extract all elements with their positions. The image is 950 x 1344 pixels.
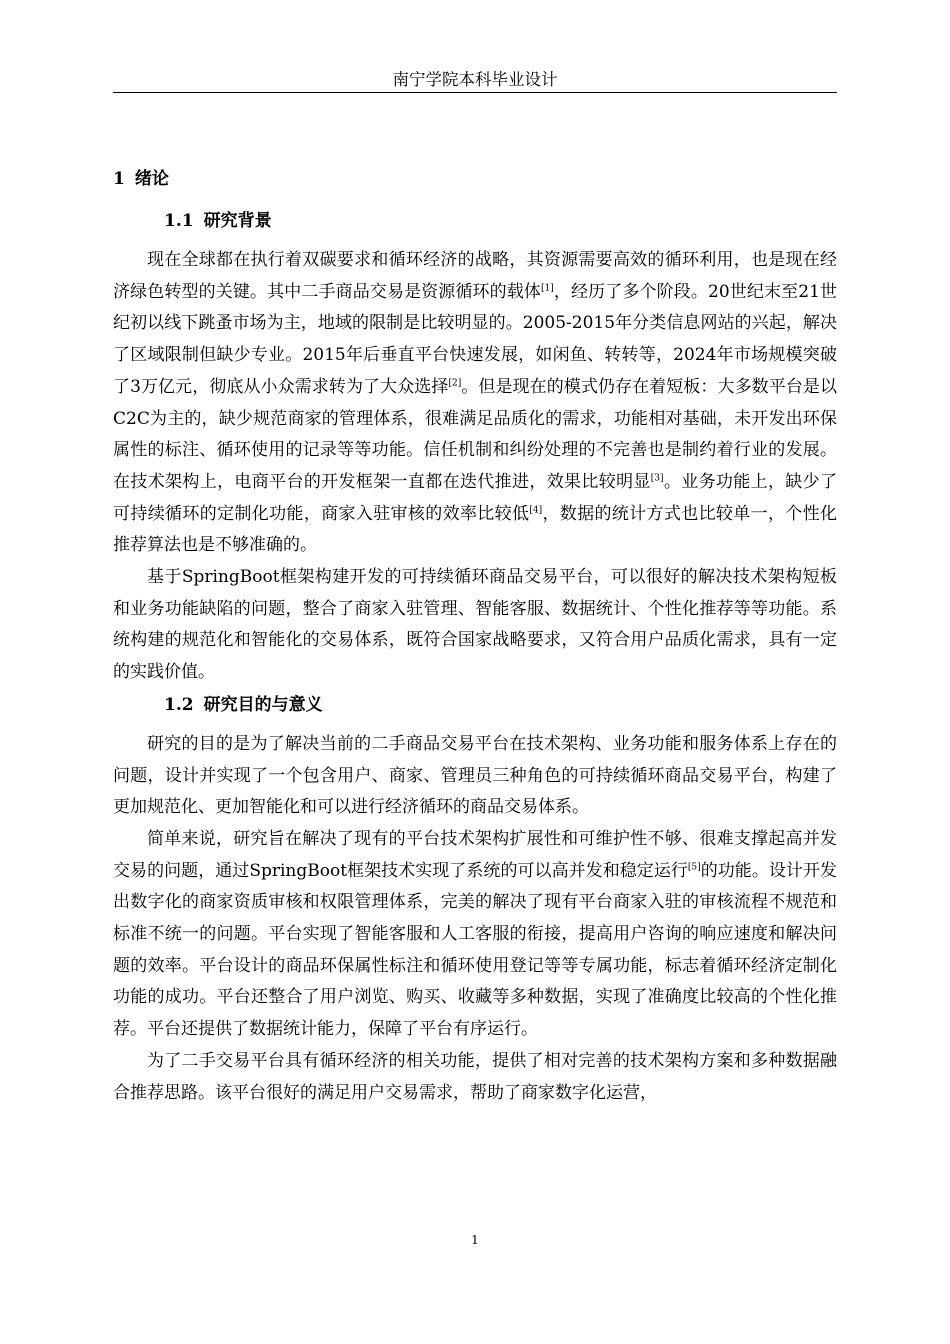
paragraph-text: 。但是现在的模式仍存在着短板：大多数平台是以C2C为主的，缺少规范商家的管理体系，很难满足品质化的需求，功能相对基础，未开发出环保属性的标注、循环使用的记录等等功能。信任机制和纠纷处理的不完善也是制约着行业的发展。在技术架构上，电商平台的开发框架一直都在迭代推进，效果比较明显 xyxy=(113,376,837,492)
citation-marker: [5] xyxy=(687,862,701,872)
section-heading xyxy=(113,207,837,245)
page-header: 南宁学院本科毕业设计 xyxy=(392,70,558,89)
chapter-number: 1 xyxy=(113,169,125,189)
paragraph-text: 。业务功能上，缺少了可持续循环的定制化功能，商家入驻审核的效率比较低 xyxy=(113,471,838,524)
body-paragraph xyxy=(113,824,837,1046)
section-heading xyxy=(113,691,837,729)
paragraph-text: 的功能。设计开发出数字化的商家资质审核和权限管理体系，完美的解决了现有平台商家入驻的审核流程不规范和标准不统一的问题。平台实现了智能客服和人工客服的衔接，提高用户咨询的响应速度和解决问题的效率。平台设计的商品环保属性标注和循环使用登记等等专属功能，标志着循环经济定制化功能的成功。平台还整合了用户浏览、购买、收藏等多种数据，实现了准确度比较高的个性化推荐。平台还提供了数据统计能力，保障了平台有序运行。 xyxy=(113,860,838,1040)
header-rule xyxy=(113,92,837,93)
document-body xyxy=(113,165,837,1109)
chapter-heading xyxy=(113,165,837,197)
paragraph-text: 基于SpringBoot框架构建开发的可持续循环商品交易平台，可以很好的解决技术架构短板和业务功能缺陷的问题，整合了商家入驻管理、智能客服、数据统计、个性化推荐等等功能。系统构建的规范化和智能化的交易体系，既符合国家战略要求，又符合用户品质化需求，具有一定的实践价值。 xyxy=(113,567,837,683)
body-paragraph xyxy=(113,245,837,562)
citation-marker: [4] xyxy=(529,504,543,515)
paragraph-text: ，数据的统计方式也比较单一，个性化推荐算法也是不够准确的。 xyxy=(113,503,838,556)
section-title: 研究目的与意义 xyxy=(203,694,323,715)
body-paragraph xyxy=(113,562,837,689)
paragraph-text: 简单来说，研究旨在解决了现有的平台技术架构扩展性和可维护性不够、很难支撑起高并发交易的问题，通过SpringBoot框架技术实现了系统的可以高并发和稳定运行 xyxy=(113,828,837,881)
section-title: 研究背景 xyxy=(203,211,272,231)
paragraph-text: ，经历了多个阶段。20世纪末至21世纪初以线下跳蚤市场为主，地域的限制是比较明显的。2005-2015年分类信息网站的兴起，解决了区域限制但缺少专业。2015年后垂直平台快速发展，如闲鱼、转转等，2024年市场规模突破了3万亿元，彻底从小众需求转为了大众选择 xyxy=(113,281,838,397)
section-number: 1.1 xyxy=(164,211,194,231)
body-paragraph xyxy=(113,1046,837,1109)
citation-marker: [2] xyxy=(448,378,462,389)
page-number: 1 xyxy=(471,1233,479,1247)
chapter-title: 绪论 xyxy=(134,169,169,189)
section-number: 1.2 xyxy=(164,694,194,715)
body-paragraph xyxy=(113,729,837,824)
citation-marker: [1] xyxy=(541,283,554,294)
citation-marker: [3] xyxy=(650,473,664,484)
paragraph-text: 为了二手交易平台具有循环经济的相关功能，提供了相对完善的技术架构方案和多种数据融合推荐思路。该平台很好的满足用户交易需求，帮助了商家数字化运营， xyxy=(113,1050,837,1103)
paragraph-text: 现在全球都在执行着双碳要求和循环经济的战略，其资源需要高效的循环利用，也是现在经济绿色转型的关键。其中二手商品交易是资源循环的载体 xyxy=(113,250,837,302)
paragraph-text: 研究的目的是为了解决当前的二手商品交易平台在技术架构、业务功能和服务体系上存在的问题，设计并实现了一个包含用户、商家、管理员三种角色的可持续循环商品交易平台，构建了更加规范化、更加智能化和可以进行经济循环的商品交易体系。 xyxy=(113,733,837,818)
